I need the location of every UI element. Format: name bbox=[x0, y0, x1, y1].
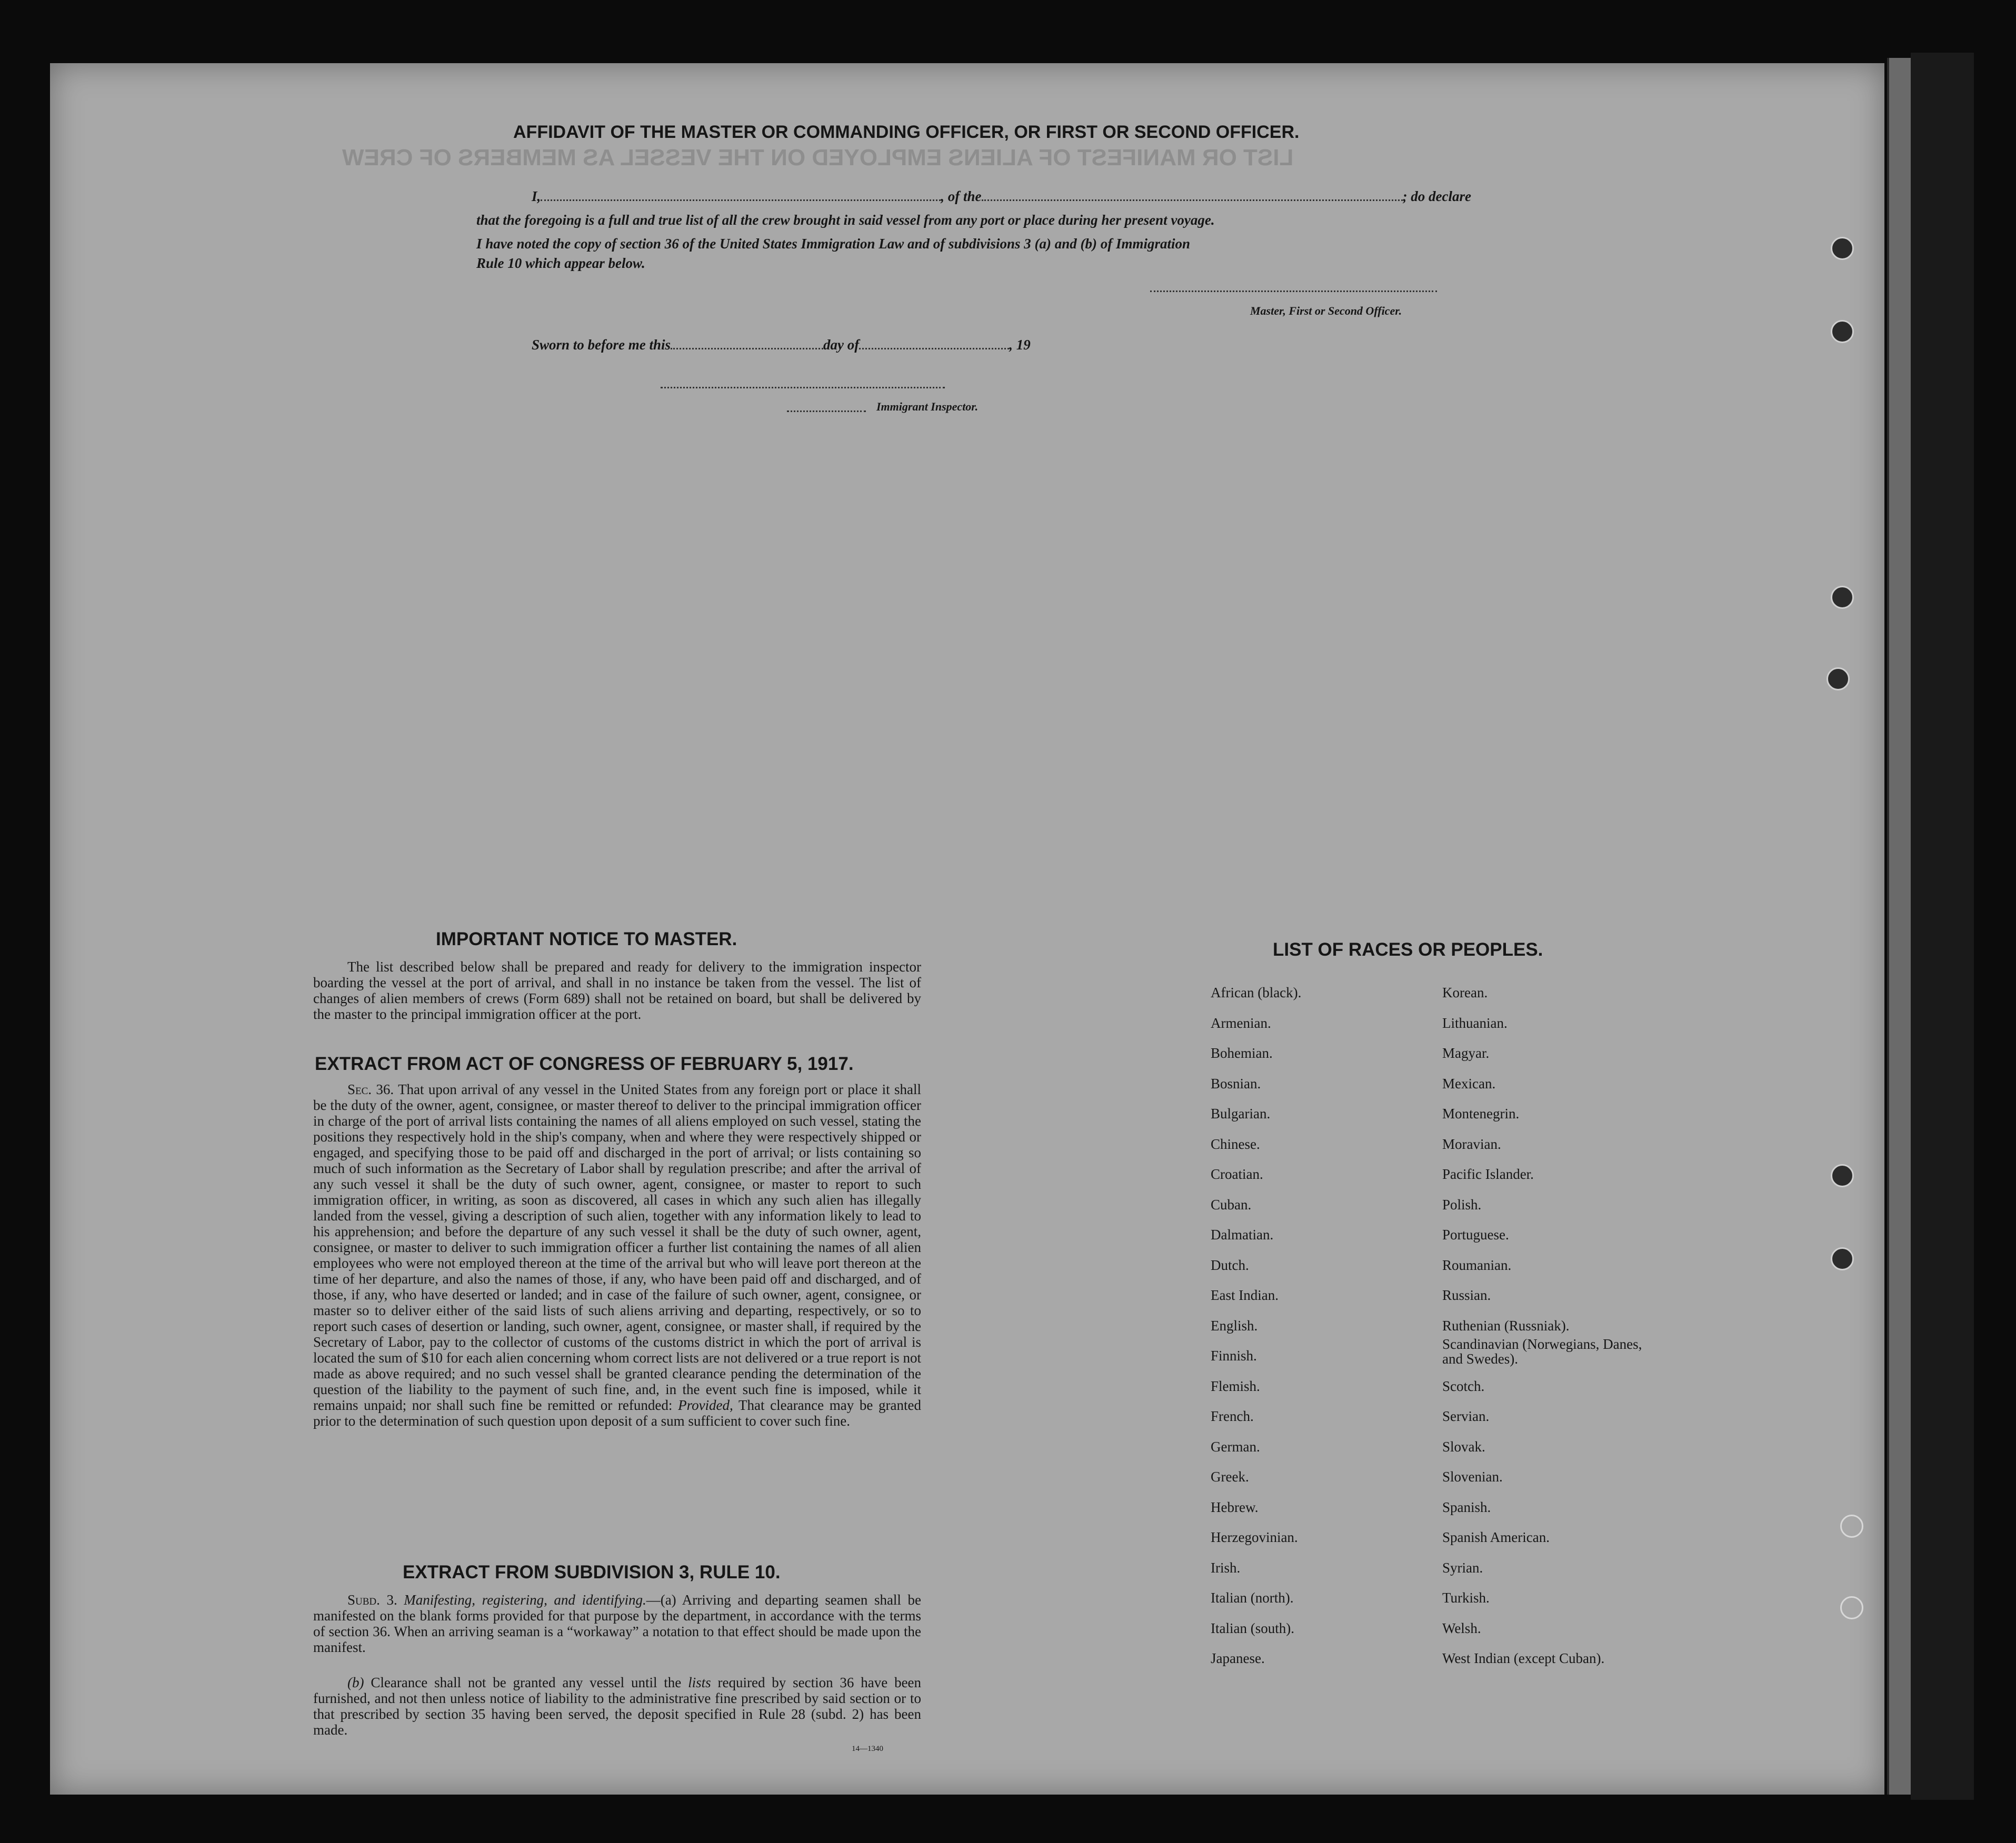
race-left-7: Croatian. bbox=[1211, 1166, 1263, 1182]
race-right-1: Korean. bbox=[1442, 985, 1488, 1000]
provided-label: Provided, bbox=[678, 1397, 733, 1413]
race-left-20: Irish. bbox=[1211, 1559, 1241, 1576]
race-right-15: Servian. bbox=[1442, 1408, 1490, 1424]
race-right-20: Syrian. bbox=[1442, 1559, 1483, 1576]
extract-rule-text-b bbox=[313, 1675, 921, 1738]
punch-hole bbox=[1831, 320, 1854, 343]
affidavit-i-label: I, bbox=[532, 188, 541, 204]
race-left-10: Dutch. bbox=[1211, 1257, 1249, 1273]
race-left-8: Cuban. bbox=[1211, 1196, 1252, 1213]
race-left-2: Armenian. bbox=[1211, 1015, 1271, 1031]
race-right-7: Pacific Islander. bbox=[1442, 1166, 1534, 1182]
binding-strip bbox=[1911, 53, 1974, 1800]
subd-a-text: Arriving and departing seamen shall be manifested on the blank forms provided for that purpose by the department, in accordance with the terms of section 36. When an arriving seaman is a “workaway” a notation to that effect should be made upon the manifest. bbox=[313, 1592, 921, 1655]
race-right-2: Lithuanian. bbox=[1442, 1015, 1508, 1031]
race-right-6: Moravian. bbox=[1442, 1136, 1501, 1152]
race-left-22: Italian (south). bbox=[1211, 1620, 1294, 1636]
affidavit-do-declare: ; do declare bbox=[1402, 188, 1471, 204]
extract-act-title: EXTRACT FROM ACT OF CONGRESS OF FEBRUARY 5, 1917. bbox=[315, 1054, 854, 1074]
race-right-9: Portuguese. bbox=[1442, 1227, 1509, 1243]
punch-hole bbox=[1840, 1515, 1863, 1538]
subd-b-text-2: required by section 36 have been furnished, and not then unless notice of liability to the administrative fine prescribed by said section or to that prescribed by section 35 having been served, the deposit specified in Rule 28 (subd. 2) has been made. bbox=[313, 1675, 922, 1738]
races-title: LIST OF RACES OR PEOPLES. bbox=[1273, 939, 1543, 960]
subd-a-label: —(a) bbox=[646, 1592, 676, 1608]
race-left-3: Bohemian. bbox=[1211, 1045, 1273, 1061]
punch-hole bbox=[1827, 667, 1850, 690]
notice-text: The list described below shall be prepared and ready for delivery to the immigration inspector boarding the vessel at the port of arrival, and shall in no instance be taken from the vessel. The list of changes of alien members of crews (Form 689) shall not be retained on board, but shall be delivered by the master to the principal immigration officer at the port. bbox=[313, 959, 921, 1022]
form-number: 14—1340 bbox=[852, 1745, 883, 1753]
race-right-16: Slovak. bbox=[1442, 1438, 1485, 1455]
punch-hole bbox=[1831, 1247, 1854, 1270]
race-left-15: French. bbox=[1211, 1408, 1254, 1424]
subd-title: Manifesting, registering, and identifying. bbox=[404, 1592, 646, 1608]
section-36-text: That upon arrival of any vessel in the United States from any foreign port or place it shall be the duty of the owner, agent, consignee, or master thereof to deliver to the principal immigration officer in charge of the port of arrival lists containing the names of all aliens employed on such vessel, stating the positions they respectively hold in the ship's company, when and where they were respectively shipped or engaged, and specifying those to be paid off and discharged in the port of arrival; or lists containing so much of such information as the Secretary of Labor shall by regulation prescribe; and after the arrival of any such vessel it shall be the duty of such owner, agent, consignee, or master to report to such immigration officer, in writing, as soon as discovered, all cases in which any such alien has illegally landed from the vessel, giving a description of such alien, together with any information likely to lead to his apprehension; and before the departure of any such vessel it shall be the duty of such owner, agent, consignee, or master to deliver to such immigration officer a further list containing the names of all alien employees who were not employed thereon at the time of the arrival but who will leave port thereon at the time of her departure, and also the names of those, if any, who have been paid off and discharged, and of those, if any, who have deserted or landed; and in case of the failure of such owner, agent, consignee, or master so to deliver either of the said lists of such aliens arriving and departing, respectively, or so to report such cases of desertion or landing, such owner, agent, consignee, or master shall, if required by the Secretary of Labor, pay to the collector of customs of the customs district in which the port of arrival is located the sum of $10 for each alien concerning whom correct lists are not delivered or a true report is not made as above required; and no such vessel shall be granted clearance pending the determination of the question of the liability to the payment of such fine, and, in the event such fine is imposed, while it remains unpaid; nor shall such fine be remitted or refunded: bbox=[313, 1081, 922, 1413]
race-right-17: Slovenian. bbox=[1442, 1469, 1503, 1485]
race-left-11: East Indian. bbox=[1211, 1287, 1279, 1303]
page-edge bbox=[1887, 58, 1913, 1795]
master-signature-label: Master, First or Second Officer. bbox=[1250, 304, 1402, 317]
affidavit-line-4: Rule 10 which appear below. bbox=[476, 255, 645, 271]
race-left-13: Finnish. bbox=[1211, 1348, 1257, 1364]
affidavit-line-1 bbox=[532, 188, 1471, 205]
affidavit-line-3: I have noted the copy of section 36 of the United States Immigration Law and of subdivisions 3 (a) and (b) of Immigration bbox=[476, 236, 1191, 252]
race-left-17: Greek. bbox=[1211, 1469, 1249, 1485]
race-left-18: Hebrew. bbox=[1211, 1499, 1259, 1515]
month-blank bbox=[859, 348, 1009, 349]
race-left-12: English. bbox=[1211, 1317, 1258, 1334]
subd-b-lists: lists bbox=[688, 1675, 711, 1690]
race-right-10: Roumanian. bbox=[1442, 1257, 1512, 1273]
extract-rule-text-a bbox=[313, 1592, 921, 1655]
race-right-19: Spanish American. bbox=[1442, 1529, 1550, 1545]
bleed-through-heading: LIST OR MANIFEST OF ALIENS EMPLOYED ON THE VESSEL AS MEMBERS OF CREW bbox=[342, 145, 1294, 171]
punch-hole bbox=[1831, 237, 1854, 260]
inspector-signature-line-2 bbox=[787, 410, 866, 412]
race-right-8: Polish. bbox=[1442, 1196, 1482, 1213]
race-left-1: African (black). bbox=[1211, 985, 1302, 1000]
subd-b-text-1: Clearance shall not be granted any vessel until the bbox=[371, 1675, 682, 1690]
race-right-5: Montenegrin. bbox=[1442, 1106, 1520, 1121]
race-left-14: Flemish. bbox=[1211, 1378, 1260, 1394]
punch-hole bbox=[1831, 1164, 1854, 1187]
notice-title: IMPORTANT NOTICE TO MASTER. bbox=[436, 929, 737, 949]
affidavit-of-the: , of the bbox=[941, 188, 982, 204]
race-right-3: Magyar. bbox=[1442, 1045, 1490, 1061]
race-right-11: Russian. bbox=[1442, 1287, 1491, 1303]
race-right-4: Mexican. bbox=[1442, 1075, 1496, 1091]
race-right-23: West Indian (except Cuban). bbox=[1442, 1650, 1605, 1666]
race-left-9: Dalmatian. bbox=[1211, 1227, 1274, 1243]
name-blank bbox=[541, 199, 941, 201]
sworn-line bbox=[532, 337, 1031, 353]
section-label: Sec. 36. bbox=[347, 1081, 394, 1097]
extract-act-text bbox=[313, 1081, 921, 1429]
race-right-12: Ruthenian (Russniak). bbox=[1442, 1317, 1570, 1334]
extract-rule-title: EXTRACT FROM SUBDIVISION 3, RULE 10. bbox=[403, 1562, 781, 1582]
race-left-5: Bulgarian. bbox=[1211, 1106, 1271, 1121]
subd-label: Subd. 3. bbox=[347, 1592, 397, 1608]
race-right-22: Welsh. bbox=[1442, 1620, 1481, 1636]
year-label: , 19 bbox=[1009, 337, 1031, 353]
affidavit-title: AFFIDAVIT OF THE MASTER OR COMMANDING OFFICER, OR FIRST OR SECOND OFFICER. bbox=[513, 122, 1300, 142]
inspector-signature-line bbox=[661, 387, 945, 388]
race-left-4: Bosnian. bbox=[1211, 1075, 1261, 1091]
race-left-23: Japanese. bbox=[1211, 1650, 1265, 1666]
inspector-label: Immigrant Inspector. bbox=[876, 400, 979, 413]
race-right-21: Turkish. bbox=[1442, 1590, 1490, 1606]
day-blank bbox=[671, 348, 823, 349]
race-left-19: Herzegovinian. bbox=[1211, 1529, 1298, 1545]
day-of-label: day of bbox=[823, 337, 860, 353]
race-left-6: Chinese. bbox=[1211, 1136, 1260, 1152]
affidavit-line-2: that the foregoing is a full and true list of all the crew brought in said vessel from any port or place during her present voyage. bbox=[476, 212, 1215, 228]
race-right-13: Scandinavian (Norwegians, Danes, and Swedes). bbox=[1442, 1336, 1642, 1367]
punch-hole bbox=[1831, 586, 1854, 609]
master-signature-line bbox=[1150, 291, 1437, 292]
race-right-18: Spanish. bbox=[1442, 1499, 1491, 1515]
subd-b-label: (b) bbox=[347, 1675, 364, 1690]
section-36-text-end: That clearance may be granted prior to the determination of such question upon deposit of a sum sufficient to cover such fine. bbox=[313, 1397, 922, 1429]
race-right-14: Scotch. bbox=[1442, 1378, 1485, 1394]
race-left-16: German. bbox=[1211, 1438, 1260, 1455]
sworn-label: Sworn to before me this bbox=[532, 337, 671, 353]
vessel-blank bbox=[982, 199, 1403, 201]
punch-hole bbox=[1840, 1596, 1863, 1619]
race-left-21: Italian (north). bbox=[1211, 1590, 1294, 1606]
